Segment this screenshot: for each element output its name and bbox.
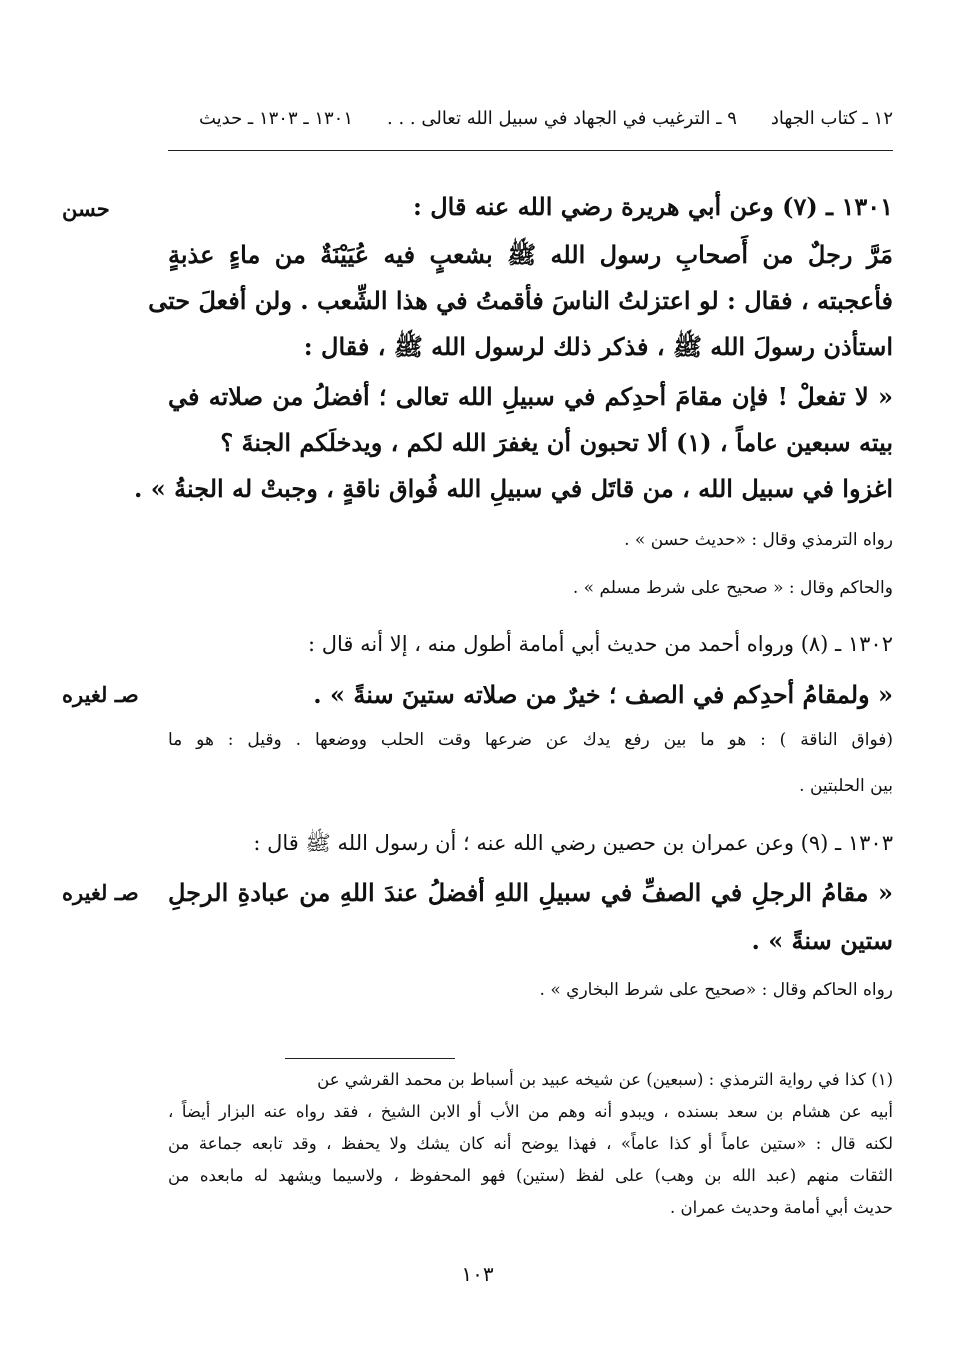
footnote-line: أبيه عن هشام بن سعد بسنده ، ويبدو أنه وهم من الأب أو الابن الشيخ ، فقد رواه عنه البزار أيضاً ، bbox=[168, 1102, 893, 1121]
page-number: ١٠٣ bbox=[461, 1262, 494, 1286]
grade-1303: صـ لغيره bbox=[62, 880, 139, 905]
hadith-1302-intro: ١٣٠٢ ـ (٨) ورواه أحمد من حديث أبي أمامة أطول منه ، إلا أنه قال : bbox=[308, 632, 893, 656]
header-hadith-range: ١٣٠١ ـ ١٣٠٣ ـ حديث bbox=[198, 108, 353, 129]
footnote-line: الثقات منهم (عبد الله بن وهب) على لفظ (ستين) فهو المحفوظ ، ولاسيما ويشهد له مابعده من bbox=[168, 1166, 893, 1185]
header-rule bbox=[168, 150, 893, 151]
hadith-1303-intro: ١٣٠٣ ـ (٩) وعن عمران بن حصين رضي الله عنه ؛ أن رسول الله ﷺ قال : bbox=[253, 831, 893, 855]
source-line: والحاكم وقال : « صحيح على شرط مسلم » . bbox=[572, 578, 893, 598]
text-line: ستين سنةً » . bbox=[751, 926, 893, 955]
gloss-line: بين الحلبتين . bbox=[799, 776, 893, 796]
text-line: اغزوا في سبيل الله ، من قاتَل في سبيلِ الله فُواق ناقةٍ ، وجبتْ له الجنةُ » . bbox=[134, 474, 893, 503]
text-line: « مقامُ الرجلِ في الصفِّ في سبيلِ اللهِ أفضلُ عندَ اللهِ من عبادةِ الرجلِ bbox=[168, 878, 893, 907]
text-line: مَرَّ رجلٌ من أَصحابِ رسول الله ﷺ بشعبٍ فيه عُيَيْنَةٌ من ماءٍ عذبةٍ bbox=[168, 240, 893, 269]
text-line: « ولمقامُ أحدِكم في الصف ؛ خيرٌ من صلاته ستينَ سنةً » . bbox=[313, 680, 893, 709]
footnote-rule bbox=[285, 1058, 455, 1059]
hadith-1301-intro: ١٣٠١ ـ (٧) وعن أبي هريرة رضي الله عنه قال : bbox=[413, 192, 893, 221]
footnote-line: حديث أبي أمامة وحديث عمران . bbox=[670, 1198, 893, 1217]
text-line: « لا تفعلْ ! فإن مقامَ أحدِكم في سبيلِ الله تعالى ؛ أفضلُ من صلاته في bbox=[168, 382, 893, 411]
header-section: ٩ ـ الترغيب في الجهاد في سبيل الله تعالى . . . bbox=[387, 108, 737, 129]
running-header bbox=[168, 108, 893, 129]
gloss-line: (فواق الناقة ) : هو ما بين رفع يدك عن ضرعها وقت الحلب ووضعها . وقيل : هو ما bbox=[168, 730, 893, 750]
footnote-line: لكنه قال : «ستين عاماً أو كذا عاماً» ، فهذا يوضح أنه كان يشك ولا يحفظ ، وقد تابعه جماعة من bbox=[168, 1134, 893, 1153]
grade-1302: صـ لغيره bbox=[62, 682, 139, 707]
source-line: رواه الحاكم وقال : «صحيح على شرط البخاري » . bbox=[539, 980, 893, 1000]
source-line: رواه الترمذي وقال : «حديث حسن » . bbox=[624, 530, 893, 550]
text-line: بيته سبعين عاماً ، (١) ألا تحبون أن يغفرَ الله لكم ، ويدخلَكم الجنةَ ؟ bbox=[220, 428, 893, 457]
text-line: استأذن رسولَ الله ﷺ ، فذكر ذلك لرسول الله ﷺ ، فقال : bbox=[303, 332, 893, 361]
header-chapter: ١٢ ـ كتاب الجهاد bbox=[770, 108, 893, 129]
footnote-line: (١) كذا في رواية الترمذي : (سبعين) عن شيخه عبيد بن أسباط بن محمد القرشي عن bbox=[317, 1070, 893, 1089]
grade-1301: حسن bbox=[62, 196, 110, 221]
text-line: فأعجبته ، فقال : لو اعتزلتُ الناسَ فأقمتُ في هذا الشِّعب . ولن أفعلَ حتى bbox=[148, 286, 893, 315]
